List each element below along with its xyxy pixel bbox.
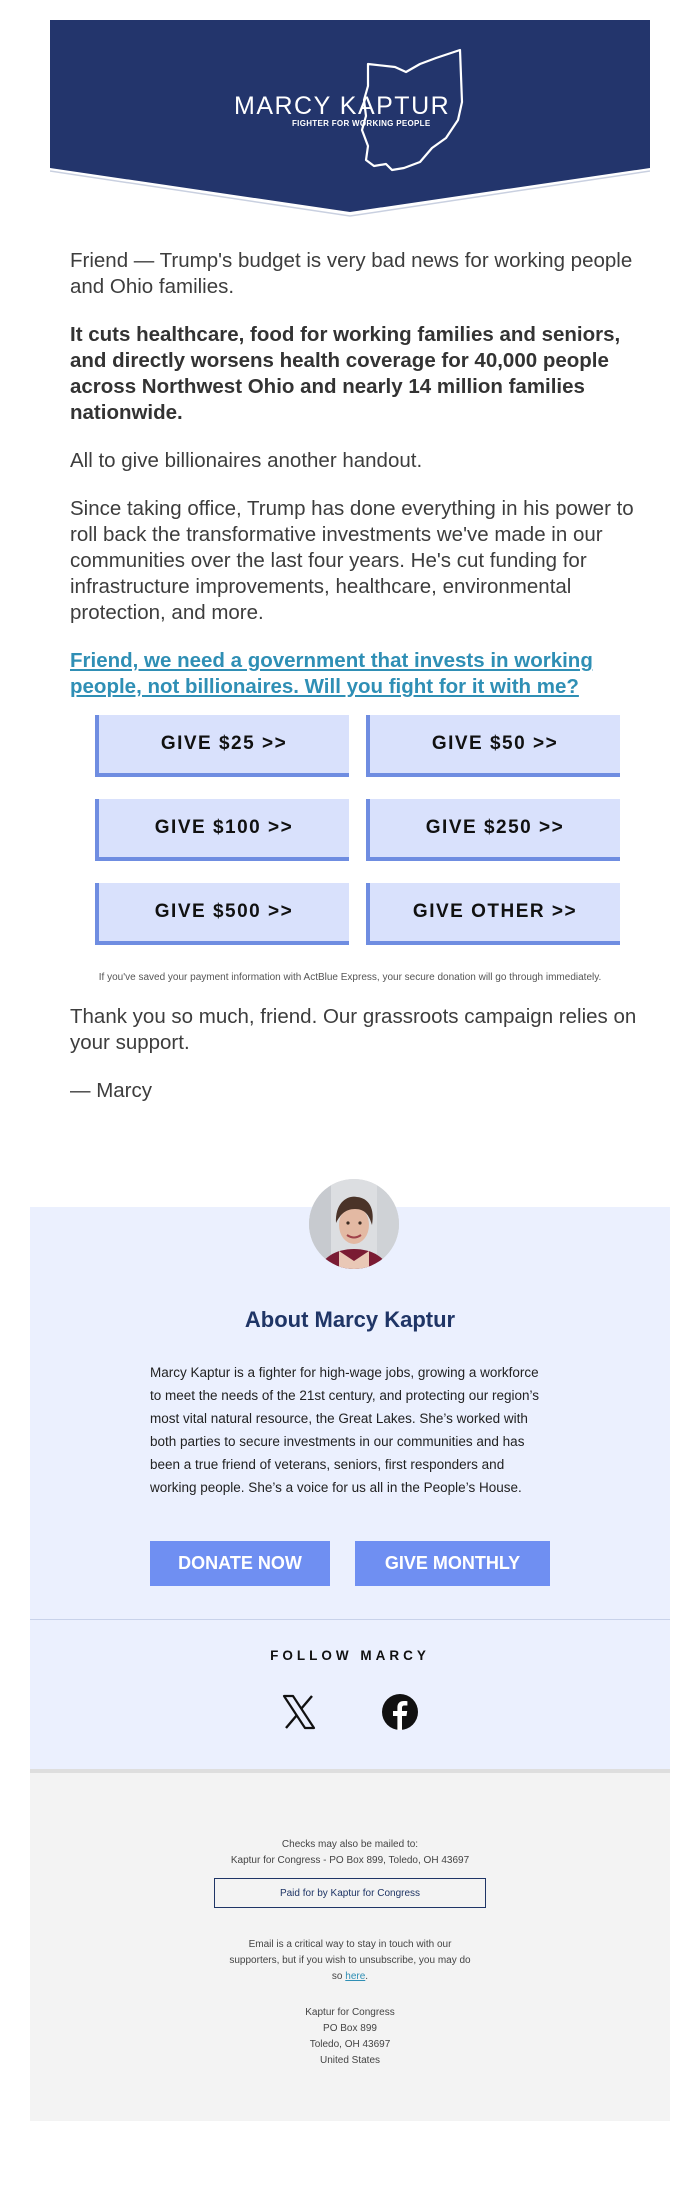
address-line-4: United States [319, 2055, 381, 2066]
email-body [70, 248, 640, 700]
address-line-3: Toledo, OH 43697 [309, 2039, 391, 2050]
paragraph-bold: It cuts healthcare, food for working families and seniors, and directly worsens health coverage for 40,000 people across Northwest Ohio and nearly 14 million families nationwide. [70, 323, 621, 424]
divider [30, 1619, 670, 1620]
signature: — Marcy [70, 1079, 152, 1102]
give-250-button[interactable]: GIVE $250 >> [366, 799, 620, 861]
give-50-button[interactable]: GIVE $50 >> [366, 715, 620, 777]
closing [70, 1004, 640, 1126]
unsubscribe-link[interactable]: here [345, 1971, 366, 1982]
avatar [309, 1179, 399, 1269]
give-25-button[interactable]: GIVE $25 >> [95, 715, 349, 777]
paragraph-intro: Friend — Trump's budget is very bad news for working people and Ohio families. [70, 249, 633, 298]
logo-name: MARCY KAPTUR [234, 92, 451, 120]
donate-now-button[interactable]: DONATE NOW [150, 1541, 330, 1586]
donation-grid [95, 715, 620, 945]
paragraph-billionaires: All to give billionaires another handout. [70, 449, 423, 472]
footer [30, 1769, 670, 2121]
logo-tagline: FIGHTER FOR WORKING PEOPLE [292, 119, 431, 128]
give-other-button[interactable]: GIVE OTHER >> [366, 883, 620, 945]
checks-line-1: Checks may also be mailed to: [281, 1839, 419, 1850]
thank-you-text: Thank you so much, friend. Our grassroots campaign relies on your support. [70, 1005, 637, 1054]
address-line-2: PO Box 899 [323, 2023, 377, 2034]
facebook-icon[interactable] [381, 1693, 419, 1731]
checks-line-2: Kaptur for Congress - PO Box 899, Toledo, OH 43697 [230, 1855, 470, 1866]
paragraph-trump: Since taking office, Trump has done everything in his power to roll back the transformative investments we've made in our communities over the last four years. He's cut funding for infrastructure improvements, healthcare, environmental protection, and more. [70, 497, 634, 624]
portrait-image [309, 1179, 399, 1269]
about-title: About Marcy Kaptur [244, 1307, 456, 1332]
email-line-2: supporters, but if you wish to unsubscribe, you may do [229, 1955, 471, 1966]
x-icon[interactable] [280, 1693, 318, 1731]
paid-for-box: Paid for by Kaptur for Congress [214, 1878, 486, 1908]
header-banner [50, 20, 650, 220]
follow-label: FOLLOW MARCY [270, 1648, 430, 1663]
address-line-1: Kaptur for Congress [305, 2007, 395, 2018]
give-100-button[interactable]: GIVE $100 >> [95, 799, 349, 861]
email-line-1: Email is a critical way to stay in touch with our [248, 1939, 452, 1950]
about-text: Marcy Kaptur is a fighter for high-wage jobs, growing a workforce to meet the needs of the 21st century, and protecting our region’s most vital natural resource, the Great Lakes. She’s worked with both parties to secure investments in our communities and has been a true friend of veterans, seniors, first responders and working people. She’s a voice for us all in the People’s House. [150, 1365, 539, 1495]
give-500-button[interactable]: GIVE $500 >> [95, 883, 349, 945]
email-line-3-pre: so [331, 1971, 346, 1982]
fight-link[interactable]: Friend, we need a government that invests in working people, not billionaires. Will you fight for it with me? [70, 649, 593, 698]
about-section [30, 1207, 670, 1769]
email-line-3 [30, 1971, 670, 1982]
actblue-express-note: If you've saved your payment information with ActBlue Express, your secure donation will go through immediately. [98, 972, 602, 983]
email-line-3-post: . [365, 1971, 369, 1982]
give-monthly-button[interactable]: GIVE MONTHLY [355, 1541, 550, 1586]
